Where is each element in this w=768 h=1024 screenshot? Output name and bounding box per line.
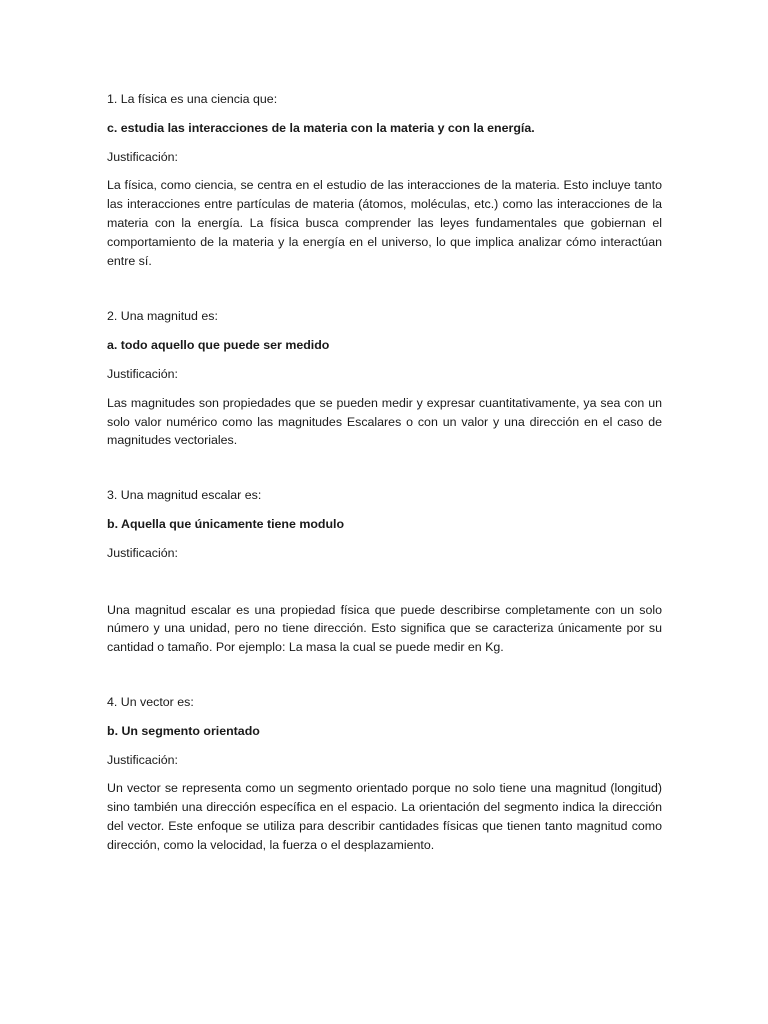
answer-text: b. Un segmento orientado [107,723,260,738]
answer-text: c. estudia las interacciones de la materia con la materia y con la energía. [107,120,535,135]
answer-text: b. Aquella que únicamente tiene modulo [107,516,345,531]
question-block-2 [107,307,662,450]
spacer [107,450,662,486]
spacer [107,573,662,601]
question-block-3 [107,486,662,657]
explanation-paragraph: Una magnitud escalar es una propiedad física que puede describirse completamente con un solo número y una unidad, pero no tiene dirección. Esto significa que se caracteriza únicamente por su cantidad o tamaño. Por ejemplo: La masa la cual se puede medir en Kg. [107,602,662,655]
document-body [107,90,662,855]
question-block-4 [107,693,662,855]
question-text: 3. Una magnitud escalar es: [107,488,262,503]
question-text: 2. Una magnitud es: [107,309,218,324]
explanation-paragraph: Las magnitudes son propiedades que se pueden medir y expresar cuantitativamente, ya sea con un solo valor numérico como las magnitudes Escalares o con un valor y una dirección en el caso de magnitudes vectoriales. [107,395,662,448]
explanation-paragraph: Un vector se representa como un segmento orientado porque no solo tiene una magnitud (longitud) sino también una dirección específica en el espacio. La orientación del segmento indica la dirección del vector. Este enfoque se utiliza para describir cantidades físicas que tienen tanto magnitud como dirección, como la velocidad, la fuerza o el desplazamiento. [107,781,662,852]
justification-label: Justificación: [107,545,178,560]
answer-text: a. todo aquello que puede ser medido [107,338,330,353]
question-text: 1. La física es una ciencia que: [107,92,278,106]
question-text: 4. Un vector es: [107,694,194,709]
spacer [107,657,662,693]
justification-label: Justificación: [107,366,178,381]
justification-label: Justificación: [107,752,178,767]
explanation-paragraph: La física, como ciencia, se centra en el estudio de las interacciones de la materia. Esto incluye tanto las interacciones entre partículas de materia (átomos, moléculas, etc.) como las interacciones de la materia con la energía. La física busca comprender las leyes fundamentales que gobiernan el comportamiento de la materia y la energía en el universo, lo que implica analizar cómo interactúan entre sí. [107,178,662,268]
justification-label: Justificación: [107,149,178,164]
spacer [107,270,662,307]
question-block-1 [107,90,662,270]
